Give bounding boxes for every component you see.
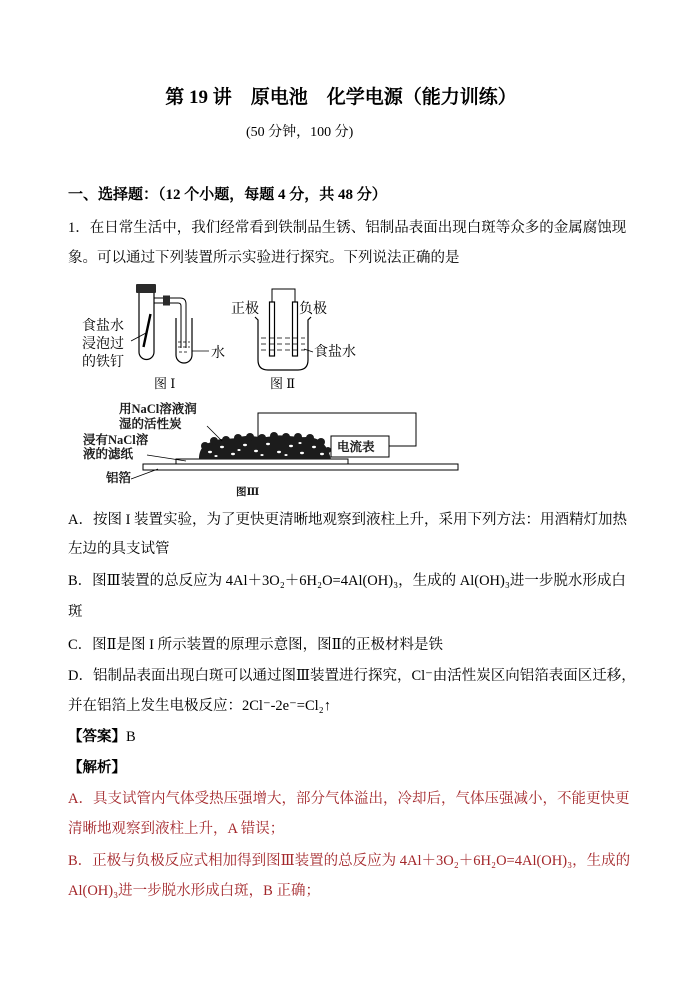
question-stem-line: 1．在日常生活中，我们经常看到铁制品生锈、铝制品表面出现白斑等众多的金属腐蚀现 [68, 220, 627, 236]
analysis-label: 【解析】 [68, 760, 126, 776]
nail-label-line: 的铁钉 [82, 355, 124, 370]
page-subtitle: (50 分钟，100 分) [246, 125, 354, 140]
option-b-line: B．图Ⅲ装置的总反应为 4Al＋3O₂＋6H₂O=4Al(OH)₃，生成的 Al(OH)₃进一步脱水形成白 [68, 573, 626, 589]
solution-label: 食盐水 [314, 345, 356, 360]
foil-label: 铝箔 [106, 471, 132, 485]
carbon-label-line: 湿的活性炭 [119, 417, 182, 431]
analysis-line: Al(OH)₃进一步脱水形成白斑，B 正确； [68, 883, 320, 899]
iron-nail [144, 314, 151, 347]
positive-electrode [270, 302, 275, 356]
option-c-line: C．图Ⅱ是图 I 所示装置的原理示意图，图Ⅱ的正极材料是铁 [68, 637, 443, 653]
option-b-line: 斑 [68, 604, 83, 620]
positive-label: 正极 [231, 302, 259, 317]
filter-paper [176, 459, 348, 464]
answer-line [68, 727, 136, 747]
filter-paper-label-line: 浸有NaCl溶 [83, 433, 149, 447]
figure-1 [131, 284, 209, 363]
carbon-pile [199, 432, 331, 459]
analysis-line: B．正极与负极反应式相加得到图Ⅲ装置的总反应为 4Al＋3O₂＋6H₂O=4Al(OH)₃，生成的 [68, 853, 631, 869]
section-heading: 一、选择题：（12 个小题，每题 4 分，共 48 分） [68, 187, 387, 203]
figure-2-caption: 图 Ⅱ [270, 376, 296, 391]
question-figures [78, 280, 478, 500]
carbon-label-line: 用NaCl溶液润 [119, 402, 197, 416]
beaker [255, 317, 311, 370]
option-a-line: A．按图 I 装置实验，为了更快更清晰地观察到液柱上升，采用下列方法：用酒精灯加热 [68, 512, 628, 528]
filter-paper-label-line: 液的滤纸 [83, 447, 134, 461]
ammeter-label: 电流表 [337, 440, 375, 454]
rubber-connector [163, 296, 170, 306]
figure-1-caption: 图 Ⅰ [154, 376, 176, 391]
question-stem-line: 象。可以通过下列装置所示实验进行探究。下列说法正确的是 [68, 250, 460, 266]
page-title: 第 19 讲 原电池 化学电源（能力训练） [165, 87, 517, 108]
electrode-wire [272, 289, 295, 302]
answer-value: B [126, 729, 136, 745]
option-d-line: D．铝制品表面出现白斑可以通过图Ⅲ装置进行探究，Cl⁻由活性炭区向铝箔表面区迁移， [68, 668, 636, 684]
filter-paper-leader-line [147, 455, 186, 461]
water-lines [178, 342, 190, 352]
negative-electrode [293, 302, 298, 356]
nail-label-line: 浸泡过 [82, 337, 124, 352]
option-d-line: 并在铝箔上发生电极反应：2Cl⁻-2e⁻=Cl₂↑ [68, 698, 331, 714]
water-tube [176, 318, 192, 363]
aluminum-foil [143, 464, 458, 470]
analysis-line: A．具支试管内气体受热压强增大，部分气体溢出，冷却后，气体压强减小，不能更快更 [68, 791, 630, 807]
side-arm-test-tube [139, 293, 154, 360]
negative-label: 负极 [299, 302, 327, 317]
solution-lines [261, 338, 305, 350]
option-a-line: 左边的具支试管 [68, 541, 170, 557]
water-label: 水 [211, 346, 225, 361]
answer-label: 【答案】 [68, 729, 126, 745]
analysis-line: 清晰地观察到液柱上升，A 错误； [68, 821, 285, 837]
nail-label-line: 食盐水 [82, 319, 124, 334]
stopper [136, 284, 156, 293]
figure-3-caption: 图Ⅲ [236, 487, 260, 498]
